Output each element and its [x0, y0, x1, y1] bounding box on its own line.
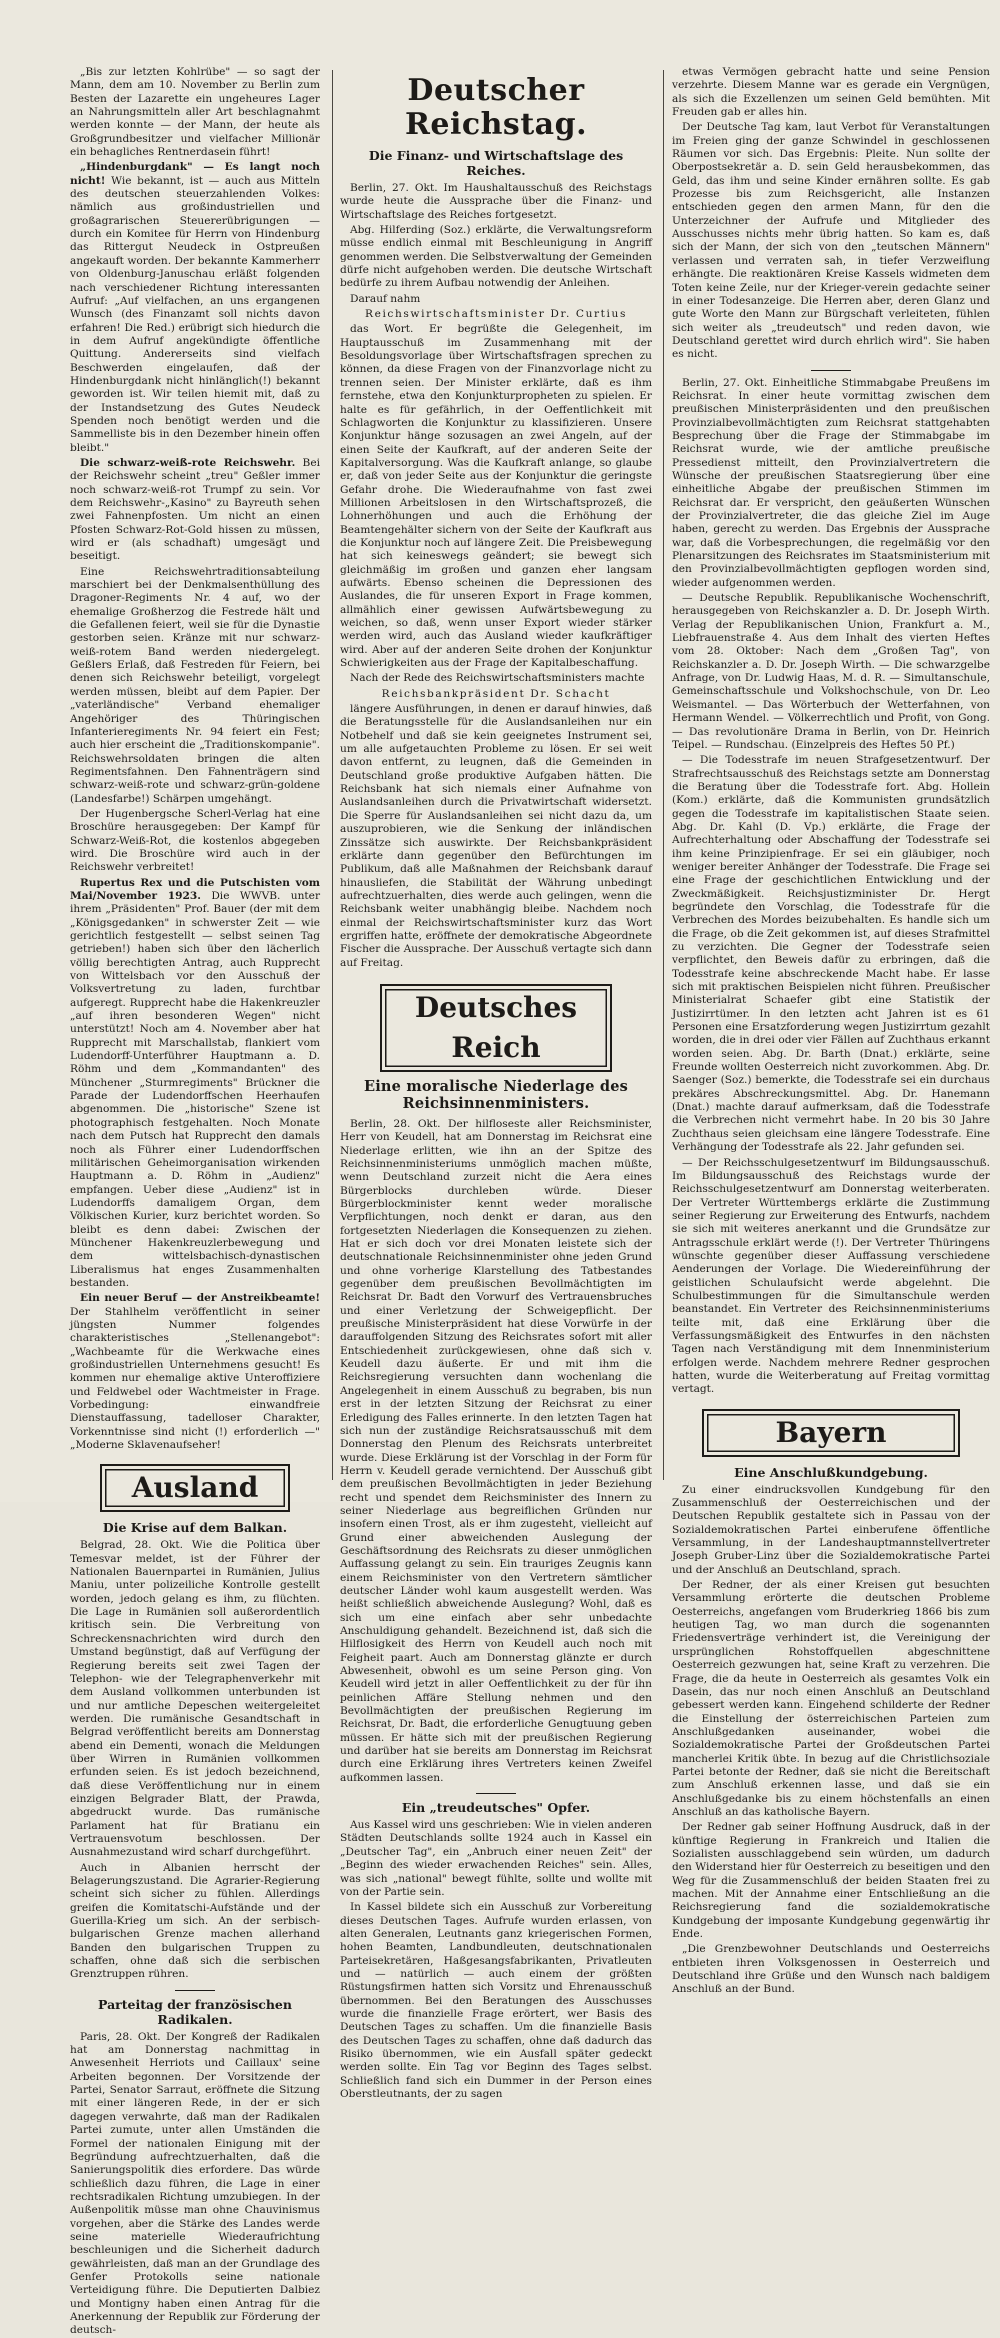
- article-paragraph: Der Hugenbergsche Scherl-Verlag hat eine Broschüre herausgegeben: Der Kampf für Schwarz-Weiß-Rot, die kostenlos abgegeben wird. Die Broschüre wird auch in der Reichswehr verbreitet!: [70, 807, 320, 874]
- divider: [175, 1990, 215, 1991]
- article-paragraph: Darauf nahm: [350, 292, 421, 305]
- article-paragraph: etwas Vermögen gebracht hatte und seine Pension verzehrte. Diesem Manne war es gerade ein Vergnügen, als sich die Exzellenzen um seinen Geld bemühten. Mit Freuden gab er alles hin.: [672, 66, 990, 119]
- article-paragraph: [70, 161, 320, 455]
- article-paragraph: Auch in Albanien herrscht der Belagerungszustand. Die Agrarier-Regierung scheint sich sicher zu fühlen. Allerdings greifen die Komitatschi-Aufstände und der Guerilla-Krieg um sich. An der serbisch-bulgarischen Grenze machen allerhand Banden den bulgarischen Truppen zu schaffen, ohne daß sich die serbischen Grenztruppen rühren.: [70, 1861, 320, 1981]
- column-left: [70, 66, 321, 2337]
- article-paragraph: das Wort. Er begrüßte die Gelegenheit, im Hauptausschuß im Zusammenhang mit der Besoldungsvorlage über Wirtschaftsfragen sprechen zu können, da diese Fragen von der Finanzvorlage nicht zu trennen seien. Der Minister erklärte, daß es ihm fernstehe, etwa den Konjunkturpropheten zu spielen. Er halte es für gefährlich, in der Oeffentlichkeit mit Schlagworten die Konjunktur zu klassifizieren. Unsere Konjunktur hänge sozusagen an zwei Angeln, auf der einen Seite der Kaufkraft, auf der anderen Seite der Kapitalversorgung. Was die Kaufkraft anlange, so glaube er, daß von jeder Seite aus der Konjunktur die geringste Gefahr drohe. Die Wiederaufnahme von fast zwei Millionen Arbeitslosen in den Wirtschaftsprozeß, die Lohnerhöhungen und auch die Erhöhung der Beamtengehälter sichern von der Seite der Kaufkraft aus die Konjunktur noch auf längere Zeit. Die Preisbewegung hat sich keineswegs geändert; sie bewegt sich gleichmäßig im großen und ganzen eher langsam aufwärts. Ebenso scheinen die Depressionen des Auslandes, die für unseren Export in Frage kommen, allmählich einer gewissen Aufwärtsbewegung zu weichen, so daß, wenn unser Export wieder stärker werden wird, auch das Ausland wieder kaufkräftiger wird. Aber auf der anderen Seite drohen der Konjunktur Schwierigkeiten aus der Frage der Kapitalbeschaffung.: [340, 323, 652, 670]
- article-paragraph: [70, 457, 320, 564]
- section-heading-ausland: Ausland: [100, 1464, 290, 1512]
- article-paragraph: — Deutsche Republik. Republikanische Wochenschrift, herausgegeben von Reichskanzler a. D. Dr. Joseph Wirth. Verlag der Republikanischen Union, Frankfurt a. M., Liebfrauenstraße 4. Aus dem Inhalt des vierten Heftes vom 28. Oktober: Nach dem „Großen Tag", von Reichskanzler a. D. Dr. Joseph Wirth. — Die schwarzgelbe Anfrage, von Dr. Ludwig Haas, M. d. R. — Simultanschule, Gemeinschaftsschule und Volkshochschule, von Dr. Leo Weismantel. — Das Wörterbuch der Wetterfahnen, von Hermann Wendel. — Völkerrechtlich und Profit, von Gong. — Das revolutionäre Drama in Berlin, von Dr. Heinrich Teipel. — Rundschau. (Einzelpreis des Heftes 50 Pf.): [672, 592, 990, 751]
- article-heading: Ein „treudeutsches" Opfer.: [401, 1800, 591, 1816]
- article-paragraph: „Bis zur letzten Kohlrübe" — so sagt der Mann, dem am 10. November zu Berlin zum Besten der Lazarette ein ungeheures Lager an Nahrungsmitteln aller Art beschlagnahmt werden konnte — der Mann, der heute als Großgrundbesitzer und vielfacher Millionär ein behagliches Rentnerdasein führt!: [70, 66, 320, 159]
- column-right: [672, 66, 990, 1996]
- article-paragraph: Paris, 28. Okt. Der Kongreß der Radikalen hat am Donnerstag nachmittag in Anwesenheit Herriots und Caillaux' seine Arbeiten begonnen. Der Vorsitzende der Partei, Senator Sarraut, eröffnete die Sitzung mit einer längeren Rede, in der er sich dagegen verwahrte, daß man der Radikalen Partei zumute, unter allen Umständen die Formel der nationalen Einigung mit der Begründung aufrechtzuerhalten, daß die Sanierungspolitik dies erfordere. Das würde schließlich dazu führen, die Lage in einer rechtsradikalen Richtung umzubiegen. In der Außenpolitik müsse man ohne Chauvinismus vorgehen, aber die Stärke des Landes werde seine materielle Wiederaufrichtung beschleunigen und die Sicherheit dadurch gewährleisten, daß man an der Grundlage des Genfer Protokolls seine nationale Verteidigung führe. Die Deputierten Dalbiez und Montigny haben einen Antrag für die Anerkennung der Republik zur Förderung der deutsch-: [70, 2030, 320, 2337]
- article-paragraph: Aus Kassel wird uns geschrieben: Wie in vielen anderen Städten Deutschlands sollte 1924 auch in Kassel ein „Deutscher Tag", ein „Anbruch einer neuen Zeit" der „Beginn des wieder erwachenden Reiches" sein. Alles, was sich „national" bewegt fühlte, sollte und wollte mit von der Partie sein.: [340, 1819, 652, 1898]
- article-paragraph: Der Redner gab seiner Hoffnung Ausdruck, daß in der künftige Regierung in Frankreich und Italien die Sozialisten ausschlaggebend sein würden, um dadurch den Widerstand hier für Oesterreich zu beseitigen und den Weg für die Zusammenschluß der beiden Staaten frei zu machen. Mit der Annahme einer Entschließung an die Reichsregierung fand die sozialdemokratische Kundgebung der imposante Kundgebung gegenwärtig ihr Ende.: [672, 1821, 990, 1941]
- article-heading: Eine Anschlußkundgebung.: [734, 1464, 928, 1480]
- section-heading-deutsches-reich: Deutsches Reich: [380, 984, 612, 1072]
- article-lead: Rupertus Rex und die Putschisten vom Mai/November 1923.: [70, 876, 320, 902]
- article-text: Die WWVB. unter ihrem „Präsidenten" Prof. Bauer (der mit dem „Königsgedanken" in schwerster Zeit — wie gerichtlich festgestellt — selbst seinen Tag getrieben!) haben sich über den lächerlich völlig berechtigten Antrag, auch Rupprecht von Wittelsbach vor den Ausschuß der Volksvertretung zu laden, furchtbar aufgeregt. Rupprecht habe die Hakenkreuzler „auf ihren besonderen Wegen" nicht unterstützt! Noch am 4. November aber hat Rupprecht mit Marschallstab, flankiert vom Ludendorff-Unterführer Hauptmann a. D. Röhm und dem „Kommandanten" des Münchener „Sturmregiments" Brückner die Parade der Ludendorffschen Heerhaufen abgenommen. Die „historische" Szene ist photographisch festgehalten. Noch Monate nach dem Putsch hat Rupprecht den damals noch als Führer einer Ludendorffschen militärischen Geheimorganisation wirkenden Hauptmann a. D. Röhm in „Audienz" empfangen. Ueber diese „Audienz" ist in Ludendorffs damaligem Organ, dem Völkischen Kurier, kurz berichtet worden. So bleibt es denn dabei: Zwischen der Münchener Hakenkreuzlerbewegung und dem wittelsbachisch-dynastischen Liberalismus hat enges Zusammenhalten bestanden.: [70, 889, 321, 1289]
- article-paragraph: [70, 1292, 320, 1452]
- column-rule: [332, 70, 333, 1480]
- column-rule: [663, 70, 664, 1480]
- section-heading-reichstag: Deutscher Reichstag.: [404, 73, 588, 142]
- article-paragraph: Zu einer eindrucksvollen Kundgebung für den Zusammenschluß der Oesterreichischen und der Deutschen Republik gestaltete sich in Passau von der Sozialdemokratischen Partei einberufene öffentliche Versammlung, in der Landeshauptmannstellvertreter Joseph Gruber-Linz über die Sozialdemokratische Partei und der Anschluß an Deutschland, sprach.: [672, 1483, 990, 1576]
- speaker-line: Reichsbankpräsident Dr. Schacht: [381, 687, 611, 700]
- speaker-line: Reichswirtschaftsminister Dr. Curtius: [365, 308, 627, 321]
- article-paragraph: „Die Grenzbewohner Deutschlands und Oesterreichs entbieten ihren Volksgenossen in Oesterreich und Deutschland ihre Grüße und den Wunsch nach baldigem Anschluß an der Bund.: [672, 1943, 990, 1996]
- article-lead: „Hindenburgdank" — Es langt noch nicht!: [70, 161, 320, 187]
- article-text: Bei der Reichswehr scheint „treu" Geßler immer noch schwarz-weiß-rot Trumpf zu sein. Vor dem Reichswehr-„Kasino" zu Bayreuth sehen zwei Fahnenpfosten. Um nicht an einen Pfosten Schwarz-Rot-Gold hissen zu müssen, wird er (als schadhaft) umgesägt und beseitigt.: [70, 456, 320, 563]
- article-paragraph: Berlin, 27. Okt. Einheitliche Stimmabgabe Preußens im Reichsrat. In einer heute vormittag zwischen dem preußischen Ministerpräsidenten und den preußischen Provinzialbevollmächtigten zum Reichsrat stattgehabten Besprechung über die Frage der Stimmabgabe im Reichsrat wurde, wie der amtliche preußische Pressedienst mitteilt, den Provinzialvertretern die Wünsche der preußischen Staatsregierung über eine einheitliche Abgabe der preußischen Stimmen im Reichsrat dar. Er verspricht, den geäußerten Wünschen der Provinzialvertreter, die das gleiche Ziel im Auge haben, gerecht zu werden. Das Ergebnis der Aussprache war, daß die Vorbesprechungen, die regelmäßig vor den Plenarsitzungen des Reichsrates im Staatsministerium mit den Provinzialbevollmächtigten gepflogen worden sind, wieder aufgenommen werden.: [672, 376, 990, 589]
- article-paragraph: längere Ausführungen, in denen er darauf hinwies, daß die Beratungsstelle für die Auslandsanleihen nur ein Notbehelf und daß sie kein geeignetes Instrument sei, um alle aufgetauchten Probleme zu lösen. Er sei weit davon entfernt, zu leugnen, daß die Gemeinden in Deutschland große produktive Aufgaben hätten. Die Reichsbank hat sich niemals einer Aufnahme von Auslandsanleihen durch die Privatwirtschaft widersetzt. Die Sperre für Auslandsanleihen sei nicht dazu da, um auszuprobieren, wie die Senkung der inländischen Zinssätze sich auswirkte. Der Reichsbankpräsident erklärte dann gegenüber den Befürchtungen im Publikum, daß alle Maßnahmen der Reichsbank darauf hinausliefen, die Stabilität der Währung unbedingt aufrechtzuerhalten, dies werde auch gelingen, wenn die Reichsbank weiter unabhängig bleibe. Nachdem noch einmal der Reichswirtschaftsminister kurz das Wort ergriffen hatte, eröffnete der demokratische Abgeordnete Fischer die Aussprache. Der Ausschuß vertagte sich dann auf Freitag.: [340, 703, 652, 969]
- article-lead: Ein neuer Beruf — der Anstreikbeamte!: [80, 1292, 320, 1305]
- article-paragraph: Berlin, 27. Okt. Im Haushaltausschuß des Reichstags wurde heute die Aussprache über die Finanz- und Wirtschaftslage des Reiches fortgesetzt.: [340, 182, 652, 221]
- article-paragraph: — Die Todesstrafe im neuen Strafgesetzentwurf. Der Strafrechtsausschuß des Reichstags setzte am Donnerstag die Beratung über die Todesstrafe fort. Abg. Hollein (Kom.) erklärte, daß die Kommunisten grundsätzlich gegen die Todesstrafe im kapitalistischen Staate seien. Abg. Dr. Kahl (D. Vp.) erklärte, die Frage der Aufrechterhaltung oder Abschaffung der Todesstrafe sei ihm keine Prinzipienfrage. Er sei ein gläubiger, noch weniger bereiter Anhänger der Todesstrafe. Die Frage sei eine Frage der geschichtlichen Entwicklung und der Zweckmäßigkeit. Reichsjustizminister Dr. Hergt begründete den Vorschlag, die Todesstrafe für die Verbrechen des Mordes beizubehalten. Es handle sich um die Frage, ob die Zeit gekommen ist, auf dieses Strafmittel zu verzichten. Die Gegner der Todesstrafe seien verpflichtet, den Beweis dafür zu erbringen, daß die Todesstrafe keine abschreckende Macht habe. Er lasse sich mit praktischen Beispielen nicht führen. Preußischer Ministerialrat Schaefer gibt eine Statistik der Justizirrtümer. In den letzten acht Jahren ist es 61 Personen eine Ersatzforderung wegen Justizirrtum gezahlt worden, die in drei oder vier Fällen auf Zuchthaus erkannt worden seien. Abg. Dr. Barth (Dnat.) erklärte, seine Freunde wollten Oesterreich nicht zuvorkommen. Abg. Dr. Saenger (Soz.) bemerkte, die Todesstrafe sei ein durchaus prekäres Abschreckungsmittel. Abg. Dr. Hanemann (Dnat.) machte darauf aufmerksam, daß die Todesstrafe die Verbrechen nicht vermehrt habe. In 20 bis 30 Jahre Zuchthaus seien gleichsam eine längere Todesstrafe. Eine Verhängung der Todesstrafe als 22. Jahr gefunden sei.: [672, 754, 990, 1154]
- article-paragraph: Eine Reichswehrtraditionsabteilung marschiert bei der Denkmalsenthüllung des Dragoner-Regiments Nr. 4 auf, wo der ehemalige Großherzog die Festrede hält und die Gefallenen feiert, weil sie für die Dynastie gestorben seien. Kränze mit nur schwarz-weiß-rotem Band werden niedergelegt. Geßlers Erlaß, daß Festreden für Feiern, bei denen sich Reichswehr beteiligt, vorgelegt werden müssen, bleibt auf dem Papier. Der „vaterländische" Verband ehemaliger Angehöriger des Thüringischen Infanterieregiments Nr. 94 feiert ein Fest; auch hier erscheint die „Traditionskompanie". Reichswehrsoldaten bringen die alten Regimentsfahnen. Den Fahnenträgern sind schwarz-weiß-rote und schwarz-grün-goldene (Landesfarbe!) Schärpen umgehängt.: [70, 565, 320, 805]
- article-paragraph: Der Redner, der als einer Kreisen gut besuchten Versammlung erörterte die deutschen Probleme Oesterreichs, angefangen vom Bruderkrieg 1866 bis zum heutigen Tag, wo man durch die sogenannten Friedensverträge verhindert ist, die Vereinigung der ursprünglichen Rohstoffquellen abgeschnittene Oesterreich gezwungen hat, seine Kraft zu verzehren. Die Frage, die da heute in Oesterreich als gesamtes Volk ein Dasein, das nur noch einen Anschluß an Deutschland gebessert werden kann. Eingehend schilderte der Redner die Einstellung der österreichischen Parteien zum Anschlußgedanken auseinander, wobei die Sozialdemokratische Partei der Großdeutschen Partei mancherlei Kritik übte. In bezug auf die Christlichsoziale Partei betonte der Redner, daß sie nicht die Bereitschaft zum Anschluß erkennen lasse, und daß sie ein Anschlußgedanke bis zu einem höchstenfalls an einen Anschluß an das katholische Bayern.: [672, 1579, 990, 1818]
- article-heading: Die Finanz- und Wirtschaftslage des Reiches.: [368, 148, 624, 178]
- article-paragraph: Abg. Hilferding (Soz.) erklärte, die Verwaltungsreform müsse endlich einmal mit Beschleunigung in Angriff genommen werden. Die Selbstverwaltung der Gemeinden dürfe nicht aufgehoben werden. Die deutsche Wirtschaft bedürfe zu ihrem Aufbau notwendig der Anleihen.: [340, 224, 652, 290]
- section-heading-bayern: Bayern: [702, 1409, 960, 1457]
- article-heading: Parteitag der französischen Radikalen.: [98, 1996, 292, 2027]
- article-lead: Die schwarz-weiß-rote Reichswehr.: [80, 456, 296, 469]
- article-paragraph: — Der Reichsschulgesetzentwurf im Bildungsausschuß. Im Bildungsausschuß des Reichstags wurde der Reichsschulgesetzentwurf am Donnerstag weiterberaten. Der Vertreter Württembergs erklärte die Zustimmung seiner Regierung zur Erweiterung des Entwurfs, nachdem sie sich mit weiteres anerkannt und die Grundsätze zur Antragsschule erklärt werde (!). Der Vertreter Thüringens wünschte gegenüber dieser Auffassung verschiedene Aenderungen der Vorlage. Die Wiedereinführung der geistlichen Schulaufsicht werde abgelehnt. Die Schulbestimmungen für die Simultanschule werden beanstandet. Ein Vertreter des Reichsinnenministeriums teilte mit, daß eine Erklärung über die Verfassungsmäßigkeit des Entwurfes in den nächsten Tagen nach Verständigung mit dem Innenministerium erfolgen werde. Nachdem mehrere Redner gesprochen hatten, wurde die Weiterberatung auf Freitag vormittag vertagt.: [672, 1156, 990, 1396]
- article-text: Der Stahlhelm veröffentlicht in seiner jüngsten Nummer folgendes charakteristisches „Stellenangebot": „Wachbeamte für die Werkwache eines großindustriellen Unternehmens gesucht! Es kommen nur ehemalige aktive Unteroffiziere und Feldwebel oder Wachtmeister in Frage. Vorbedingung: einwandfreie Dienstauffassung, tadelloser Charakter, Vorkenntnisse sind nicht (!) erforderlich —" „Moderne Sklavenaufseher!: [70, 1305, 320, 1452]
- article-heading: Die Krise auf dem Balkan.: [102, 1520, 288, 1536]
- article-paragraph: Berlin, 28. Okt. Der hilfloseste aller Reichsminister, Herr von Keudell, hat am Donnerstag im Reichsrat eine Niederlage erlitten, wie ihn an der Spitze des Reichsinnenministeriums unmöglich machen müßte, wenn Deutschland zurzeit nicht die Aera eines Bürgerblocks durchleben würde. Dieser Bürgerblockminister kennt weder moralische Verpflichtungen, noch denkt er daran, aus den fortgesetzten Niederlagen die Konsequenzen zu ziehen. Hat er sich doch vor drei Monaten leistete sich der deutschnationale Reichsinnenminister ohne jeden Grund und ohne vorherige Klarstellung des Tatbestandes gegenüber dem preußischen Bevollmächtigten im Reichsrat Dr. Badt den Vorwurf des Vertrauensbruches und einer Verletzung der Schweigepflicht. Der preußische Ministerpräsident hat diese Vorwürfe in der darauffolgenden Sitzung des Reichsrates sofort mit aller Entschiedenheit zurückgewiesen, ohne daß sich v. Keudell dazu äußerte. Er und mit ihm die Reichsregierung versuchten dann wochenlang die Angelegenheit in einem Ausschuß zu begraben, bis nun erst in der letzten Sitzung der Reichsrat zu einer Erledigung des Falles erinnerte. In den letzten Tagen hat sich nun der zuständige Reichsratsausschuß mit dem Donnerstag den Plenum des Reichsrats unterbreitet wurde. Diese Erklärung ist der Vorschlag in der Form für Herrn v. Keudell gerade vernichtend. Der Ausschuß gibt dem preußischen Bevollmächtigten in jeder Beziehung recht und spendet dem Reichsminister des Innern zu seiner Niederlage aus begreiflichen Gründen nur insofern einen Trost, als er ihm zugesteht, vielleicht auf Grund einer abweichenden Auslegung der Geschäftsordnung des Reichsrats zu dieser unmöglichen Auffassung gelangt zu sein. Ein trauriges Zeugnis kann einem Reichsminister von den Vertretern sämtlicher deutscher Länder wohl kaum ausgestellt werden. Was heißt schließlich abweichende Auslegung? Wohl, daß es sich um eine einfach aber sehr unbedachte Anschuldigung gehandelt. Bezeichnend ist, daß sich die Hilflosigkeit des Herrn von Keudell auch noch mit Feigheit paart. Auch am Donnerstag glänzte er durch Abwesenheit, obwohl es um seine Person ging. Von Keudell wird jetzt in aller Oeffentlichkeit zu der für ihn peinlichen Affäre Stellung nehmen und den Bevollmächtigten der preußischen Regierung im Reichsrat, Dr. Badt, die erforderliche Genugtuung geben müssen. Er hätte sich mit der preußischen Regierung und darüber hat sie bereits am Donnerstag im Reichsrat durch eine Erklärung ihres Vertreters keinen Zweifel aufkommen lassen.: [340, 1117, 652, 1784]
- article-text: Wie bekannt, ist — auch aus Mitteln des deutschen steuerzahlenden Volkes: nämlich aus großindustriellen und großagrarischen Steuererübrigungen — durch ein Komitee für Herrn von Hindenburg das Rittergut Neudeck in Ostpreußen angekauft worden. Der bekannte Kammerherr von Oldenburg-Januschau erläßt folgenden nach verschiedener Richtung interessanten Aufruf: „Auf vielfachen, an uns ergangenen Wunsch (des Finanzamt soll nichts davon erfahren! Die Red.) erübrigt sich hiedurch die in dem Aufruf angekündigte öffentliche Quittung. Andererseits sind vielfach Beschwerden eingelaufen, daß der Hindenburgdank nicht hinlänglich(!) bekannt geworden ist. Wir teilen hiemit mit, daß zu der Instandsetzung des Gutes Neudeck Spenden noch benötigt werden und die Sammelliste bis in den Dezember hinein offen bleibt.": [70, 174, 320, 454]
- divider: [811, 370, 851, 371]
- article-headline: Eine moralische Niederlage des Reichsinnenministers.: [363, 1077, 629, 1112]
- article-paragraph: Der Deutsche Tag kam, laut Verbot für Veranstaltungen im Freien ging der ganze Schwindel in geschlossenen Räumen vor sich. Das Ergebnis: Pleite. Nun sollte der Oberpostsekretär a. D. sein Geld herausbekommen, das Geld, das ihm und seine Kinder ernähren sollte. Es gab Prozesse bis zum Reichsgericht, alle Instanzen entschieden gegen den armen Mann, für den die Unterzeichner der Aufrufe und Mitglieder des Ausschusses nichts mehr übrig hatten. So kam es, daß sich der Mann, der sich von den „teutschen Männern" verlassen und verraten sah, in tiefer Verzweiflung erhängte. Die reaktionären Kreise Kassels widmeten dem Toten keine Zeile, nur der Krieger-verein gedachte seiner in einer Todesanzeige. Die Herren aber, deren Glanz und gute Worte den Mann zur Bürgschaft verleiteten, fühlen sich weiter als „treudeutsch" und reden davon, wie Deutschland gerettet wird durch ehrlich wird". Sie haben es nicht.: [672, 121, 990, 361]
- article-paragraph: Nach der Rede des Reichswirtschaftsministers machte: [350, 672, 645, 685]
- article-paragraph: [70, 877, 320, 1291]
- divider: [476, 1793, 516, 1794]
- article-paragraph: In Kassel bildete sich ein Ausschuß zur Vorbereitung dieses Deutschen Tages. Aufrufe wurden erlassen, von alten Generalen, Leutnants ganz kriegerischen Formen, hohen Beamten, Landbundleuten, deutschnationalen Parteisekretären, Haßgesangsfabrikanten, Privatleuten und — natürlich — auch einem der größten Rüstungsfirmen hatten sich Vorsitz und Ehrenausschuß übernommen. Bei den Beratungen des Ausschusses wurde die finanzielle Frage erörtert, wer Basis des Deutschen Tages zu schaffen. Um die finanzielle Basis des Deutschen Tages zu schaffen, ohne daß dadurch das Risiko übernommen, wie ein Ausfall später gedeckt werden sollte. Ein Tag vor Beginn des Tages selbst. Schließlich fand sich ein Dummer in der Person eines Oberstleutnants, der zu sagen: [340, 1901, 652, 2100]
- column-middle: [340, 73, 652, 2100]
- article-paragraph: Belgrad, 28. Okt. Wie die Politica über Temesvar meldet, ist der Führer der Nationalen Bauernpartei in Rumänien, Julius Maniu, unter polizeiliche Kontrolle gestellt worden, jedoch gelang es ihm, zu flüchten. Die Lage in Rumänien soll außerordentlich kritisch sein. Die Verbreitung von Schreckensnachrichten wird durch den Umstand begünstigt, daß auf Verfügung der Regierung bereits seit zwei Tagen der Telephon- wie der Telegraphenverkehr mit dem Ausland vollkommen unterbunden ist und nur amtliche Depeschen weitergeleitet werden. Die rumänische Gesandtschaft in Belgrad veröffentlicht bereits am Donnerstag abend ein Dementi, wonach die Meldungen über Wirren in Rumänien vollkommen erfunden seien. Es ist jedoch bezeichnend, daß diese Veröffentlichung nur in einem einzigen Belgrader Blatt, der Prawda, abgedruckt wurde. Das rumänische Parlament hat für Bratianu ein Vertrauensvotum beschlossen. Der Ausnahmezustand wird scharf durchgeführt.: [70, 1539, 320, 1859]
